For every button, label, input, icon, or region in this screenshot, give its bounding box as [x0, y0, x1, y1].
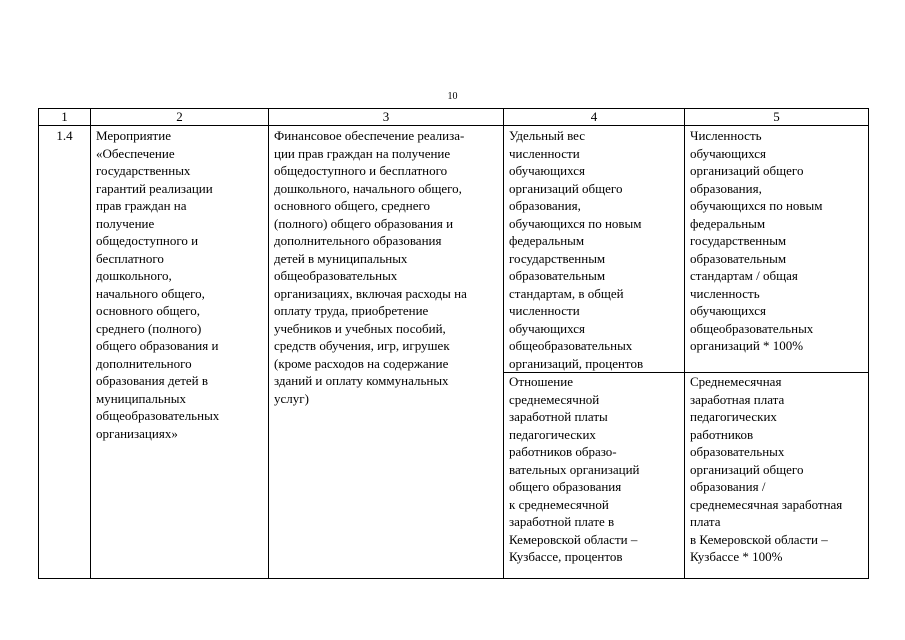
column-header-2: 2: [91, 109, 269, 126]
page-number: 10: [447, 91, 458, 102]
column-header-4: 4: [504, 109, 685, 126]
indicator-name: Удельный вес численности обучающихся организаций общего образования, обучающихся по новым федеральным государственным образовательным стандартам, в общей численности обучающихся общеобразовательных организаций, процентов: [504, 126, 685, 373]
table-row: [39, 126, 869, 373]
measure-content: Финансовое обеспечение реализа- ции прав граждан на получение общедоступного и бесплатного дошкольного, начального общего, основного общего, среднего (полного) общего образования и дополнительного образования детей в муниципальных общеобразовательных организациях, включая расходы на оплату труда, приобретение учебников и учебных пособий, средств обучения, игр, игрушек (кроме расходов на содержание зданий и оплату коммунальных услуг): [269, 126, 504, 579]
column-header-5: 5: [685, 109, 869, 126]
measure-name: Мероприятие «Обеспечение государственных гарантий реализации прав граждан на получение общедоступного и бесплатного дошкольного, начального общего, основного общего, среднего (полного) общего образования и дополнительного образования детей в муниципальных общеобразовательных организациях»: [91, 126, 269, 579]
indicator-name: Отношение среднемесячной заработной платы педагогических работников образо- вательных организаций общего образования к среднемесячной заработной плате в Кемеровской области – Кузбассе, процентов: [504, 373, 685, 579]
column-header-1: 1: [39, 109, 91, 126]
table-header-row: [39, 109, 869, 126]
indicator-formula: Численность обучающихся организаций общего образования, обучающихся по новым федеральным государственным образовательным стандартам / общая численность обучающихся общеобразовательных организаций * 100%: [685, 126, 869, 373]
indicators-table: [38, 108, 869, 579]
row-number: 1.4: [39, 126, 91, 579]
indicator-formula: Среднемесячная заработная плата педагогических работников образовательных организаций общего образования / среднемесячная заработная плата в Кемеровской области – Кузбассе * 100%: [685, 373, 869, 579]
column-header-3: 3: [269, 109, 504, 126]
